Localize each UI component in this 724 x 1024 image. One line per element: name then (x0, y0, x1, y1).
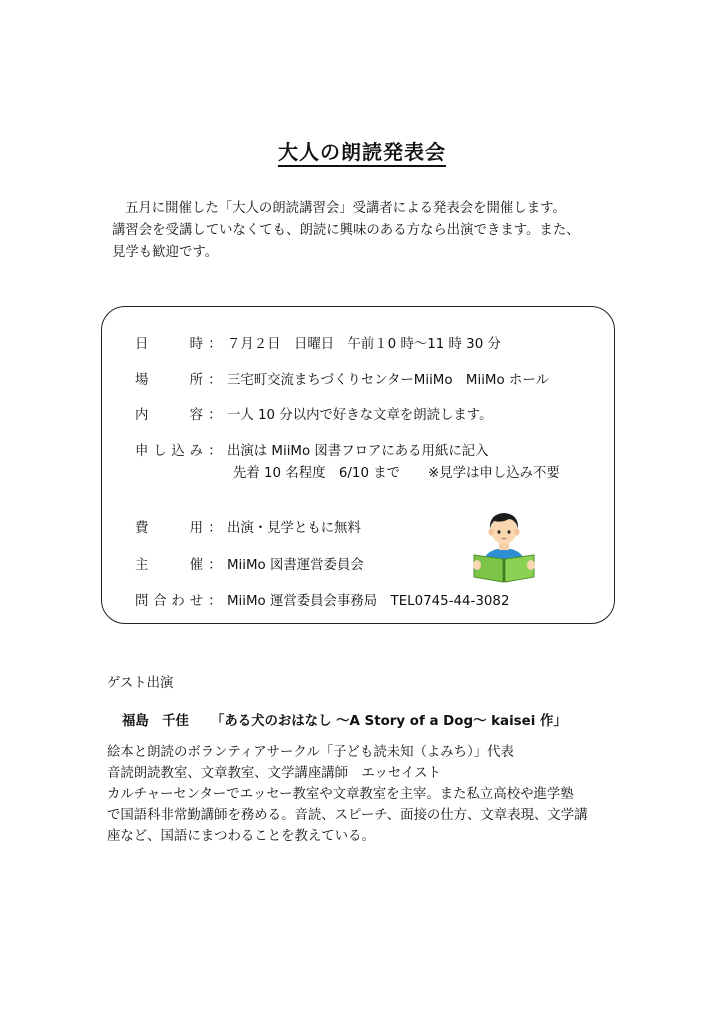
bio-line: 音読朗読教室、文章教室、文学講座講師 エッセイスト (107, 766, 441, 781)
info-label: 日時 (135, 337, 203, 352)
intro-line: 見学も歓迎です。 (112, 245, 219, 260)
page-title (0, 136, 724, 165)
info-row-apply (135, 440, 489, 459)
info-label: 費用 (135, 521, 203, 536)
intro-line: 五月に開催した「大人の朗読講習会」受講者による発表会を開催します。 (125, 201, 566, 216)
info-row-apply-detail (233, 462, 560, 481)
intro-paragraph (112, 198, 632, 264)
intro-line: 講習会を受講していなくても、朗読に興味のある方なら出演できます。また、 (112, 223, 580, 238)
info-colon: ： (208, 521, 222, 536)
guest-heading: ゲスト出演 (107, 676, 174, 691)
info-value: 出演・見学ともに無料 (227, 521, 361, 536)
info-label: 主催 (135, 558, 203, 573)
info-colon: ： (208, 558, 222, 573)
info-row-date (135, 333, 501, 352)
info-colon: ： (208, 444, 222, 459)
info-value: 一人 10 分以内で好きな文章を朗読します。 (227, 408, 493, 423)
apply-deadline: 先着 10 名程度 6/10 まで (233, 466, 401, 481)
info-label: 内容 (135, 408, 203, 423)
boy-reading-book-icon (464, 503, 544, 583)
info-value: 出演は MiiMo 図書フロアにある用紙に記入 (227, 444, 489, 459)
info-row-content (135, 404, 493, 423)
guest-name: 福島 千佳 (122, 714, 189, 729)
info-row-contact (135, 590, 509, 609)
bio-line: カルチャーセンターでエッセー教室や文章教室を主宰。また私立高校や進学塾 (107, 787, 574, 802)
info-label: 場所 (135, 373, 203, 388)
info-label: 問合わせ (135, 594, 203, 609)
info-row-fee (135, 517, 361, 536)
apply-note: ※見学は申し込み不要 (428, 466, 560, 481)
info-colon: ： (208, 594, 222, 609)
title-text: 大人の朗読発表会 (278, 140, 446, 167)
info-value: ７月２日 日曜日 午前１0 時～11 時 30 分 (227, 337, 501, 352)
info-row-place (135, 369, 549, 388)
info-value: MiiMo 図書運営委員会 (227, 558, 364, 573)
guest-performer (122, 710, 567, 729)
guest-bio (107, 742, 627, 847)
bio-line: で国語科非常勤講師を務める。音読、スピーチ、面接の仕方、文章表現、文学講 (107, 808, 588, 823)
info-row-host (135, 554, 364, 573)
event-info-box (101, 306, 615, 624)
info-colon: ： (208, 337, 222, 352)
bio-line: 座など、国語にまつわることを教えている。 (107, 829, 375, 844)
info-colon: ： (208, 373, 222, 388)
info-value: 三宅町交流まちづくりセンターMiiMo MiiMo ホール (227, 373, 549, 388)
guest-work-title: 「ある犬のおはなし ～A Story of a Dog～ kaisei 作」 (210, 714, 567, 729)
info-value: MiiMo 運営委員会事務局 TEL0745-44-3082 (227, 594, 510, 609)
bio-line: 絵本と朗読のボランティアサークル「子ども読未知（よみち）」代表 (107, 745, 514, 760)
info-colon: ： (208, 408, 222, 423)
info-label: 申し込み (135, 444, 203, 459)
